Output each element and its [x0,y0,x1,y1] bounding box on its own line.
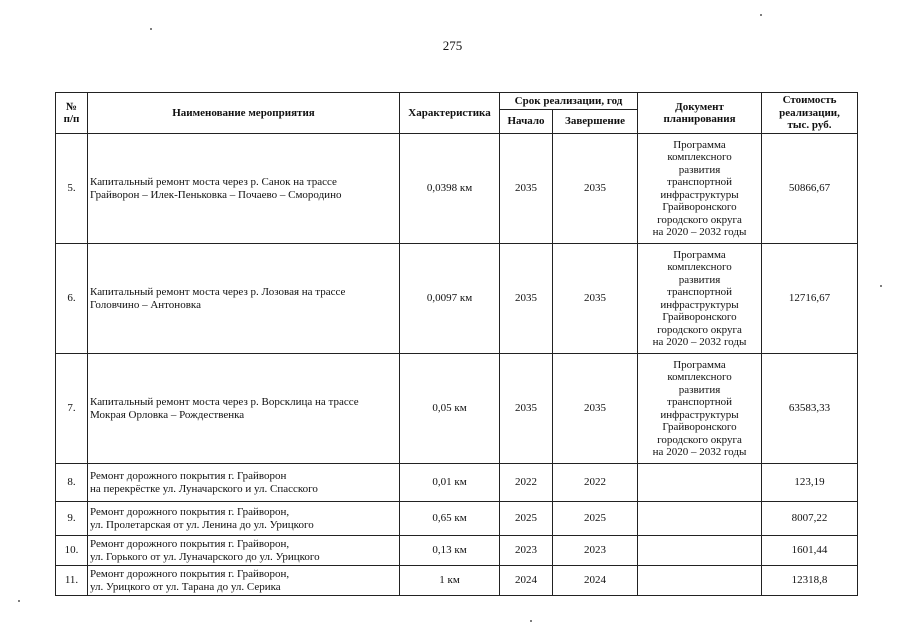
row-planning-document [638,464,762,502]
row-end-year: 2023 [553,536,638,566]
row-start-year: 2023 [500,536,553,566]
header-end: Завершение [553,110,638,134]
row-end-year: 2035 [553,244,638,354]
row-end-year: 2035 [553,354,638,464]
row-name-line: Грайворон – Илек-Пеньковка – Почаево – Смородино [90,188,342,201]
scan-speck [150,28,152,30]
row-name-line: ул. Горького от ул. Луначарского до ул. Урицкого [90,550,320,563]
row-name-line: Капитальный ремонт моста через р. Лозовая на трассе [90,286,346,298]
row-name [88,134,400,244]
scan-speck [880,285,882,287]
row-name-line: Ремонт дорожного покрытия г. Грайворон, [90,506,290,518]
row-name [88,244,400,354]
row-characteristic: 0,0398 км [400,134,500,244]
row-start-year: 2025 [500,502,553,536]
row-characteristic: 0,01 км [400,464,500,502]
row-name-line: Ремонт дорожного покрытия г. Грайворон, [90,568,290,580]
row-planning-document [638,536,762,566]
header-num: № п/п [56,93,88,134]
row-start-year: 2035 [500,244,553,354]
row-number: 10. [56,536,88,566]
header-name: Наименование мероприятия [88,93,400,134]
row-cost: 123,19 [762,464,858,502]
page-number: 275 [442,38,463,53]
row-number: 6. [56,244,88,354]
row-characteristic: 0,65 км [400,502,500,536]
scan-speck [530,620,532,622]
row-cost: 63583,33 [762,354,858,464]
header-characteristic: Характеристика [400,93,500,134]
row-name-line: Капитальный ремонт моста через р. Ворсклица на трассе [90,396,359,408]
table-row [56,354,858,464]
row-name-line: Ремонт дорожного покрытия г. Грайворон [90,470,287,482]
header-period: Срок реализации, год [500,93,638,110]
scan-speck [760,14,762,16]
row-end-year: 2022 [553,464,638,502]
table-row [56,244,858,354]
row-cost: 1601,44 [762,536,858,566]
row-name [88,502,400,536]
row-name [88,566,400,596]
row-characteristic: 0,0097 км [400,244,500,354]
table-row [56,134,858,244]
row-characteristic: 1 км [400,566,500,596]
table-row [56,464,858,502]
table-row [56,566,858,596]
row-start-year: 2035 [500,354,553,464]
row-name [88,354,400,464]
row-start-year: 2024 [500,566,553,596]
row-cost: 12716,67 [762,244,858,354]
row-start-year: 2035 [500,134,553,244]
row-name-line: Ремонт дорожного покрытия г. Грайворон, [90,538,290,550]
header-cost: Стоимость реализации, тыс. руб. [762,93,858,134]
row-characteristic: 0,05 км [400,354,500,464]
row-name-line: ул. Пролетарская от ул. Ленина до ул. Урицкого [90,518,314,531]
row-number: 9. [56,502,88,536]
row-number: 7. [56,354,88,464]
row-name-line: Мокрая Орловка – Рождественка [90,408,245,421]
row-name-line: Головчино – Антоновка [90,298,201,311]
row-start-year: 2022 [500,464,553,502]
row-name [88,464,400,502]
row-planning-document [638,566,762,596]
row-planning-document: Программа комплексного развития транспортной инфраструктуры Грайворонского городского округа на 2020 – 2032 годы [638,134,762,244]
row-end-year: 2025 [553,502,638,536]
table-row [56,502,858,536]
row-number: 5. [56,134,88,244]
row-name-line: на перекрёстке ул. Луначарского и ул. Спасского [90,482,318,495]
header-document: Документ планирования [638,93,762,134]
row-end-year: 2024 [553,566,638,596]
row-name-line: Капитальный ремонт моста через р. Санок на трассе [90,176,337,188]
row-name [88,536,400,566]
row-cost: 50866,67 [762,134,858,244]
row-planning-document [638,502,762,536]
row-name-line: ул. Урицкого от ул. Тарана до ул. Серика [90,580,281,593]
row-end-year: 2035 [553,134,638,244]
header-start: Начало [500,110,553,134]
plan-table [55,92,858,596]
row-planning-document: Программа комплексного развития транспортной инфраструктуры Грайворонского городского округа на 2020 – 2032 годы [638,244,762,354]
row-characteristic: 0,13 км [400,536,500,566]
row-planning-document: Программа комплексного развития транспортной инфраструктуры Грайворонского городского округа на 2020 – 2032 годы [638,354,762,464]
table-row [56,536,858,566]
row-cost: 12318,8 [762,566,858,596]
row-number: 11. [56,566,88,596]
scan-speck [18,600,20,602]
row-number: 8. [56,464,88,502]
row-cost: 8007,22 [762,502,858,536]
